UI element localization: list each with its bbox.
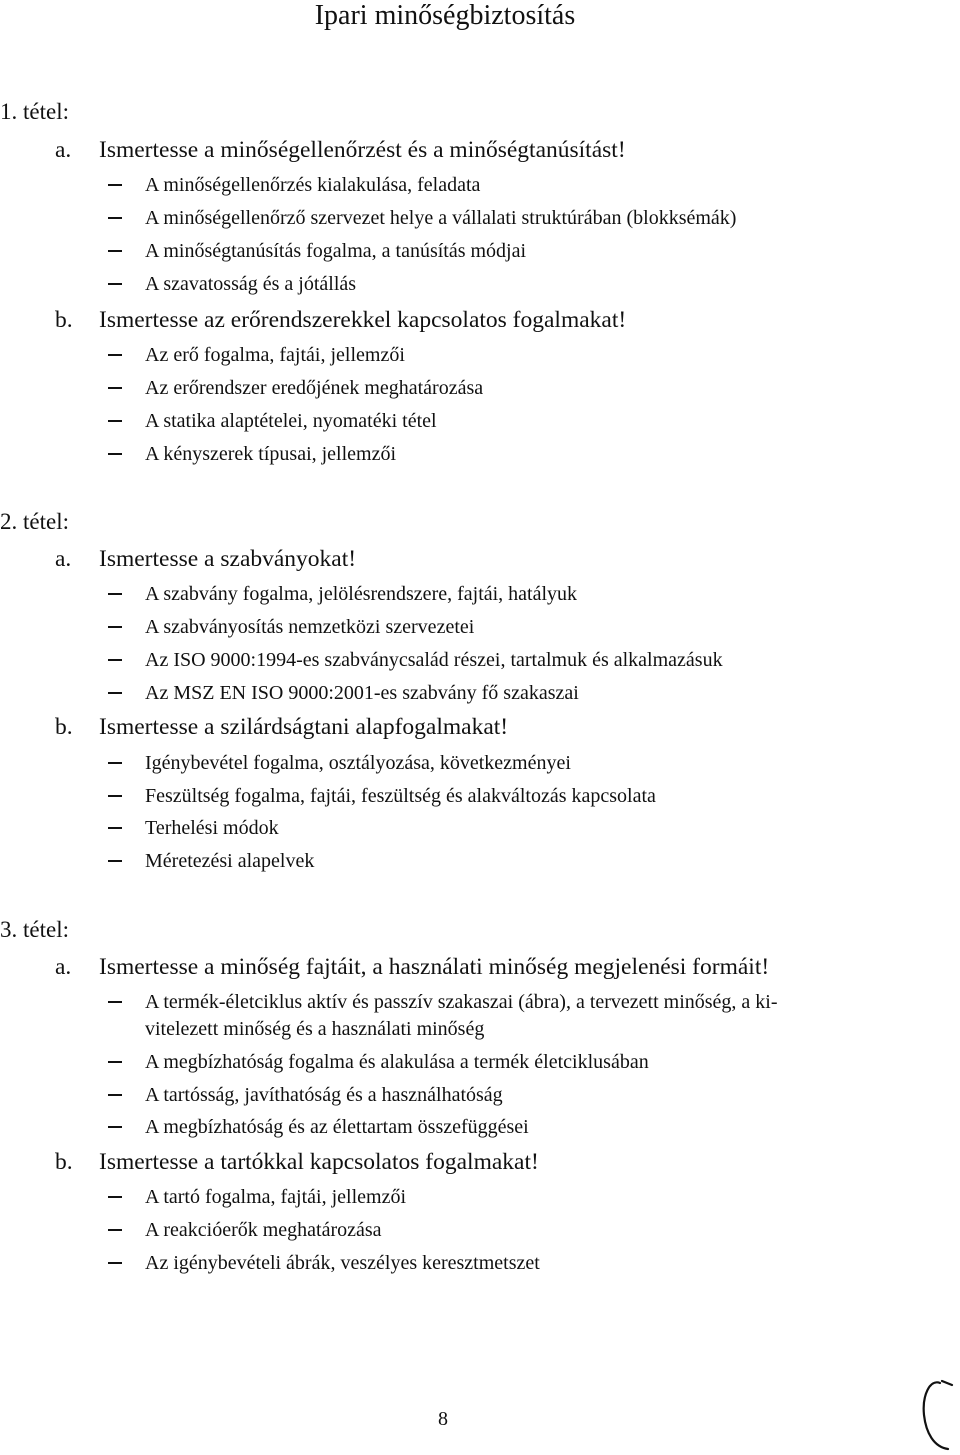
dash-bullet [108, 250, 122, 252]
list-item: Igénybevétel fogalma, osztályozása, következményei [108, 747, 571, 779]
dash-bullet [108, 283, 122, 285]
list-item: A reakcióerők meghatározása [108, 1214, 382, 1246]
section-heading: Ismertesse a minőségellenőrzést és a minőségtanúsítást! [99, 137, 626, 163]
dash-bullet [108, 217, 122, 219]
dash-bullet [108, 1094, 122, 1096]
dash-bullet [108, 184, 122, 186]
tetel-2-section-b [55, 713, 508, 741]
section-letter: a. [55, 546, 72, 572]
document-title: Ipari minőségbiztosítás [314, 0, 576, 31]
list-item: A kényszerek típusai, jellemzői [108, 438, 396, 470]
list-item: A szavatosság és a jótállás [108, 268, 356, 300]
tetel-3-label: 3. tétel: [0, 917, 69, 942]
list-item: A tartó fogalma, fajtái, jellemzői [108, 1181, 406, 1213]
dash-bullet [108, 795, 122, 797]
list-item: Az igénybevételi ábrák, veszélyes keresztmetszet [108, 1247, 540, 1279]
tetel-1-section-b [55, 306, 626, 334]
dash-bullet [108, 420, 122, 422]
list-item: A minőségtanúsítás fogalma, a tanúsítás módjai [108, 235, 526, 267]
dash-bullet [108, 659, 122, 661]
dash-bullet [108, 1001, 122, 1003]
section-letter: b. [55, 714, 73, 740]
tetel-3-section-a [55, 953, 769, 981]
tetel-1-label: 1. tétel: [0, 99, 69, 124]
dash-bullet [108, 860, 122, 862]
dash-bullet [108, 1262, 122, 1264]
dash-bullet [108, 453, 122, 455]
dash-bullet [108, 1229, 122, 1231]
dash-bullet [108, 762, 122, 764]
list-item: A megbízhatóság fogalma és alakulása a termék életciklusában [108, 1046, 649, 1078]
tetel-1-section-a [55, 136, 626, 164]
section-heading: Ismertesse a szabványokat! [99, 546, 357, 572]
list-item: Az ISO 9000:1994-es szabványcsalád részei, tartalmuk és alkalmazásuk [108, 644, 723, 676]
dash-bullet [108, 387, 122, 389]
list-item-continuation: vitelezett minőség és a használati minőség [145, 1018, 485, 1040]
dash-bullet [108, 1126, 122, 1128]
section-letter: b. [55, 1149, 73, 1175]
section-heading: Ismertesse a szilárdságtani alapfogalmakat! [99, 714, 509, 740]
section-letter: b. [55, 307, 73, 333]
dash-bullet [108, 593, 122, 595]
dash-bullet [108, 626, 122, 628]
list-item: A termék-életciklus aktív és passzív szakaszai (ábra), a tervezett minőség, a ki- [108, 986, 778, 1018]
list-item: A minőségellenőrzés kialakulása, feladata [108, 169, 480, 201]
list-item: Az MSZ EN ISO 9000:2001-es szabvány fő szakaszai [108, 677, 579, 709]
list-item: Az erőrendszer eredőjének meghatározása [108, 372, 483, 404]
list-item: A statika alaptételei, nyomatéki tétel [108, 405, 437, 437]
list-item: Méretezési alapelvek [108, 845, 314, 877]
dash-bullet [108, 827, 122, 829]
list-item: Terhelési módok [108, 812, 279, 844]
dash-bullet [108, 692, 122, 694]
list-item: A szabványosítás nemzetközi szervezetei [108, 611, 474, 643]
page-number: 8 [438, 1408, 448, 1430]
list-item: Az erő fogalma, fajtái, jellemzői [108, 339, 405, 371]
dash-bullet [108, 1196, 122, 1198]
section-letter: a. [55, 137, 72, 163]
section-heading: Ismertesse az erőrendszerekkel kapcsolatos fogalmakat! [99, 307, 627, 333]
handwritten-mark-icon [918, 1375, 958, 1455]
dash-bullet [108, 1061, 122, 1063]
section-letter: a. [55, 954, 72, 980]
list-item: A megbízhatóság és az élettartam összefüggései [108, 1111, 529, 1143]
list-item: Feszültség fogalma, fajtái, feszültség és alakváltozás kapcsolata [108, 780, 656, 812]
section-heading: Ismertesse a tartókkal kapcsolatos fogalmakat! [99, 1149, 539, 1175]
list-item: A tartósság, javíthatóság és a használhatóság [108, 1079, 503, 1111]
dash-bullet [108, 354, 122, 356]
tetel-2-label: 2. tétel: [0, 509, 69, 534]
tetel-2-section-a [55, 545, 356, 573]
list-item: A minőségellenőrző szervezet helye a vállalati struktúrában (blokksémák) [108, 202, 736, 234]
tetel-3-section-b [55, 1148, 539, 1176]
list-item: A szabvány fogalma, jelölésrendszere, fajtái, hatályuk [108, 578, 577, 610]
section-heading: Ismertesse a minőség fajtáit, a használati minőség megjelenési formáit! [99, 954, 770, 980]
